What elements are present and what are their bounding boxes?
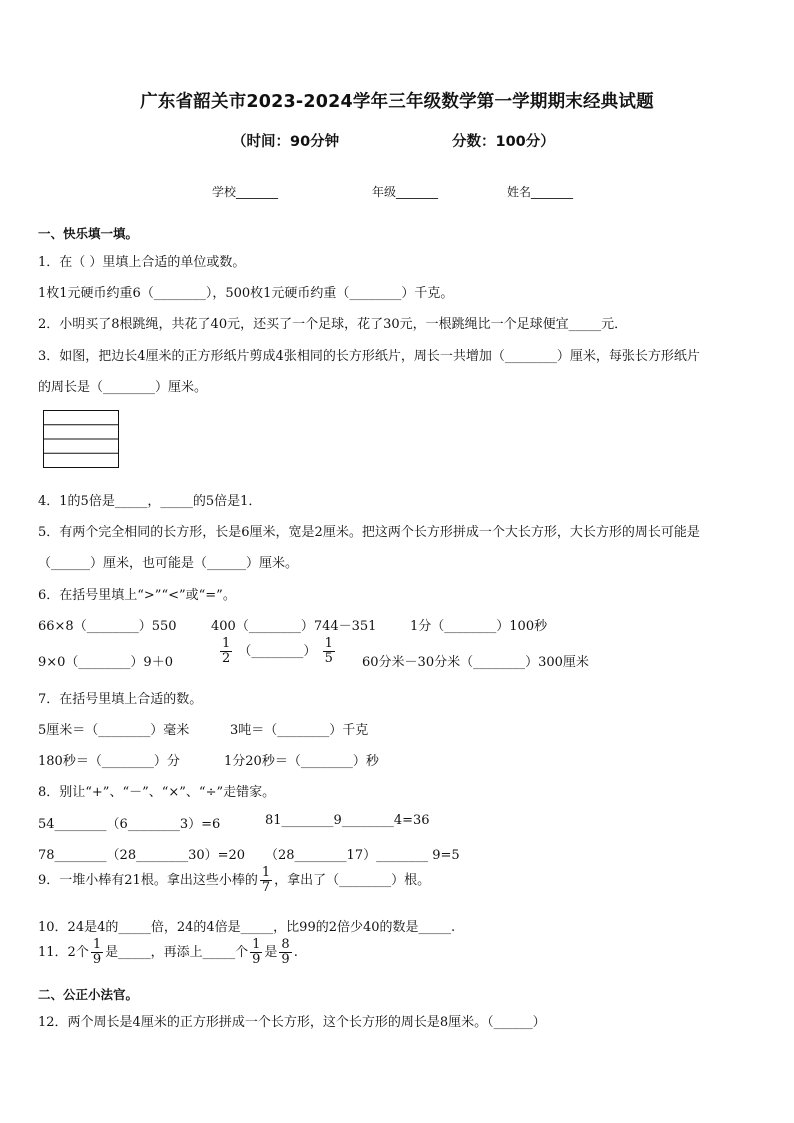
numerator: 1 [261, 865, 271, 880]
conversion-item: 5厘米＝（________）毫米 [38, 723, 190, 738]
operator-item: 78________（28________30）=20 [38, 848, 246, 863]
question-1-text: 1枚1元硬币约重6（________），500枚1元硬币约重（________）千克。 [38, 286, 454, 301]
fraction [323, 637, 335, 666]
denominator: 9 [92, 952, 102, 967]
question-3-text: 3．如图，把边长4厘米的正方形纸片剪成4张相同的长方形纸片，周长一共增加（________）厘米，每张长方形纸片 [38, 349, 700, 364]
exam-time: （时间：90分钟 [232, 134, 340, 150]
question-11-tail: . [293, 945, 298, 960]
exam-score: 分数：100分） [452, 134, 555, 150]
denominator: 7 [261, 880, 271, 895]
question-8-prompt: 8．别让“+”、“－”、“×”、“÷”走错家。 [38, 785, 276, 800]
numerator: 1 [252, 937, 261, 952]
question-4-text: 4．1的5倍是_____，_____的5倍是1． [38, 494, 262, 509]
fraction [220, 637, 232, 666]
question-12-text: 12．两个周长是4厘米的正方形拼成一个长方形，这个长方形的周长是8厘米。（______） [38, 1015, 546, 1030]
school-field[interactable]: 学校_______ [212, 185, 279, 199]
fraction [250, 938, 262, 967]
question-6-prompt: 6．在括号里填上“>”“<”或“=”。 [38, 588, 236, 603]
question-10-text: 10．24是4的_____倍，24的4倍是_____，比99的2倍少40的数是_____. [38, 920, 456, 935]
question-5-text: 5．有两个完全相同的长方形，长是6厘米，宽是2厘米。把这两个长方形拼成一个大长方形，大长方形的周长可能是 [38, 525, 700, 540]
numerator: 1 [222, 636, 231, 651]
conversion-item: 1分20秒＝（________）秒 [224, 754, 379, 769]
question-3-text-cont: 的周长是（________）厘米。 [38, 380, 208, 395]
numerator: 1 [92, 937, 102, 952]
question-1-prompt: 1．在（ ）里填上合适的单位或数。 [38, 255, 246, 270]
operator-item: 81________9________4=36 [265, 813, 430, 828]
answer-blank[interactable]: （________） [238, 644, 317, 659]
question-11-middle2: 是 [264, 945, 278, 960]
compare-item: 66×8（________）550 [38, 619, 177, 634]
denominator: 9 [281, 952, 290, 967]
question-2-text: 2．小明买了8根跳绳，共花了40元，还买了一个足球，花了30元，一根跳绳比一个足球便宜_____元． [38, 317, 628, 332]
question-5-text-cont: （______）厘米，也可能是（______）厘米。 [38, 556, 299, 571]
fraction [91, 938, 103, 967]
operator-item: 54________（6________3）=6 [38, 817, 221, 832]
denominator: 9 [252, 952, 261, 967]
square-strips-figure [43, 410, 121, 470]
compare-item-fraction [218, 637, 337, 666]
page-title: 广东省韶关市2023-2024学年三年级数学第一学期期末经典试题 [140, 92, 654, 112]
compare-item: 60分米－30分米（________）300厘米 [362, 655, 589, 670]
question-9-lead: 9．一堆小棒有21根。拿出这些小棒的 [38, 873, 258, 888]
name-field[interactable]: 姓名_______ [507, 185, 574, 199]
fraction [279, 938, 291, 967]
section-title: 二、公正小法官。 [38, 987, 139, 1002]
compare-item: 1分（________）100秒 [410, 619, 548, 634]
denominator: 2 [222, 651, 231, 666]
question-7-prompt: 7．在括号里填上合适的数。 [38, 692, 203, 707]
denominator: 5 [324, 651, 333, 666]
compare-item: 9×0（________）9＋0 [38, 655, 173, 670]
operator-item: （28________17）________ 9=5 [265, 848, 460, 863]
conversion-item: 3吨＝（________）千克 [230, 723, 369, 738]
question-9-tail: ，拿出了（________）根。 [274, 873, 431, 888]
numerator: 8 [281, 937, 290, 952]
question-9-text [38, 866, 430, 895]
numerator: 1 [324, 636, 333, 651]
grade-field[interactable]: 年级_______ [372, 185, 439, 199]
fraction [260, 866, 272, 895]
question-11-middle: 是_____，再添上_____个 [105, 945, 249, 960]
question-11-text [38, 938, 298, 967]
section-title: 一、快乐填一填。 [38, 226, 139, 241]
conversion-item: 180秒＝（________）分 [38, 754, 180, 769]
compare-item: 400（________）744－351 [211, 619, 377, 634]
question-11-lead: 11．2个 [38, 945, 89, 960]
